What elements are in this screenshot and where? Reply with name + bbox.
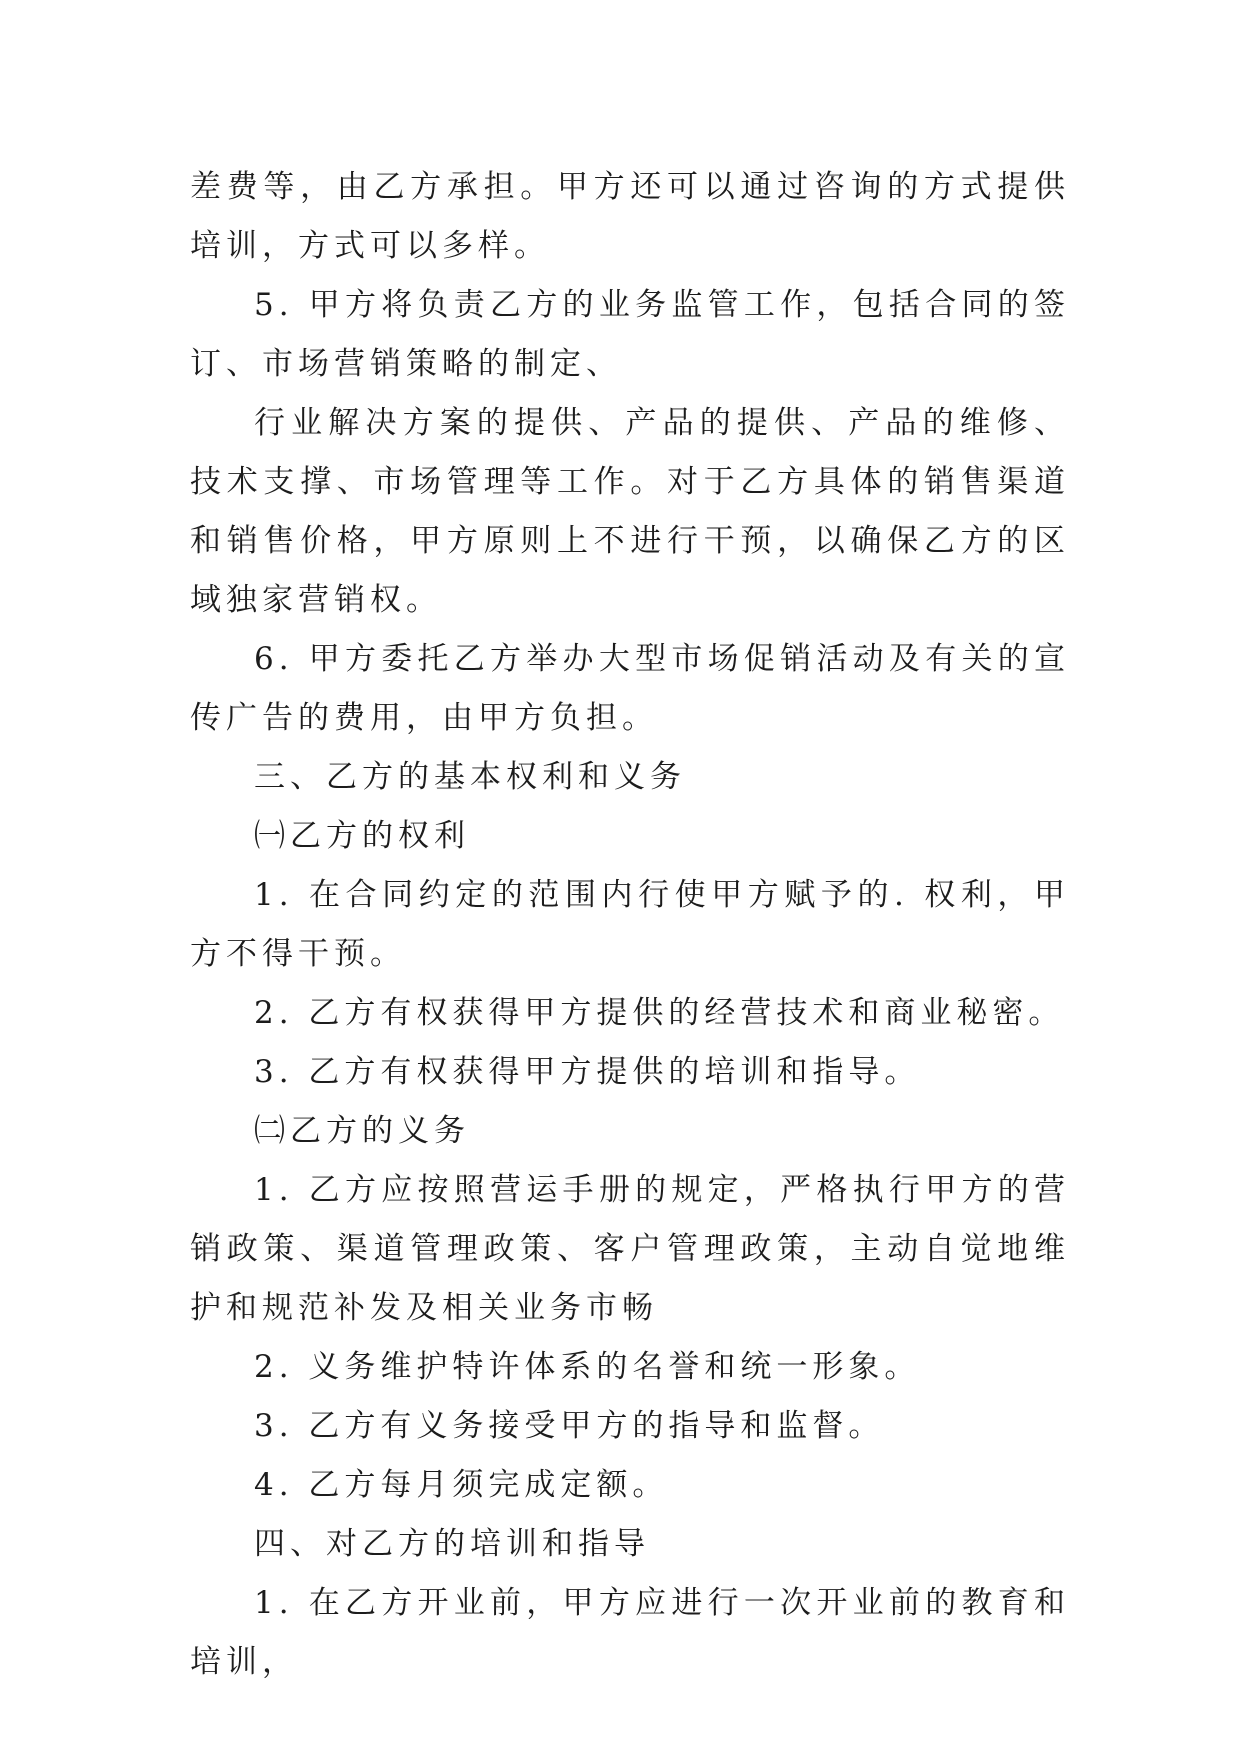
paragraph-right-1: 1. 在合同约定的范围内行使甲方赋予的. 权利，甲方不得干预。 bbox=[190, 877, 1070, 972]
paragraph-training-1: 1. 在乙方开业前，甲方应进行一次开业前的教育和培训， bbox=[190, 1585, 1070, 1680]
paragraph-item-6-promotion: 6. 甲方委托乙方举办大型市场促销活动及有关的宣传广告的费用，由甲方负担。 bbox=[190, 641, 1070, 736]
section-heading-4: 四、对乙方的培训和指导 bbox=[254, 1526, 650, 1562]
paragraph-industry-solutions: 行业解决方案的提供、产品的提供、产品的维修、技术支撑、市场管理等工作。对于乙方具体的销售渠道和销售价格，甲方原则上不进行干预，以确保乙方的区域独家营销权。 bbox=[190, 405, 1070, 618]
paragraph-right-2: 2. 乙方有权获得甲方提供的经营技术和商业秘密。 bbox=[254, 995, 1065, 1031]
paragraph-item-5-supervision: 5. 甲方将负责乙方的业务监管工作，包括合同的签订、市场营销策略的制定、 bbox=[190, 287, 1070, 382]
paragraph-right-3: 3. 乙方有权获得甲方提供的培训和指导。 bbox=[254, 1054, 921, 1090]
paragraph-obligation-4: 4. 乙方每月须完成定额。 bbox=[254, 1467, 669, 1503]
paragraph-obligation-1: 1. 乙方应按照营运手册的规定，严格执行甲方的营销政策、渠道管理政策、客户管理政策，主动自觉地维护和规范补发及相关业务市畅 bbox=[190, 1172, 1070, 1326]
paragraph-obligation-3: 3. 乙方有义务接受甲方的指导和监督。 bbox=[254, 1408, 885, 1444]
section-heading-3: 三、乙方的基本权利和义务 bbox=[254, 759, 686, 795]
subheading-obligations: ㈡乙方的义务 bbox=[254, 1113, 470, 1149]
document-body bbox=[190, 158, 1070, 1692]
subheading-rights: ㈠乙方的权利 bbox=[254, 818, 470, 854]
paragraph-obligation-2: 2. 义务维护特许体系的名誉和统一形象。 bbox=[254, 1349, 921, 1385]
paragraph-travel-expenses: 差费等，由乙方承担。甲方还可以通过咨询的方式提供培训，方式可以多样。 bbox=[190, 169, 1070, 264]
